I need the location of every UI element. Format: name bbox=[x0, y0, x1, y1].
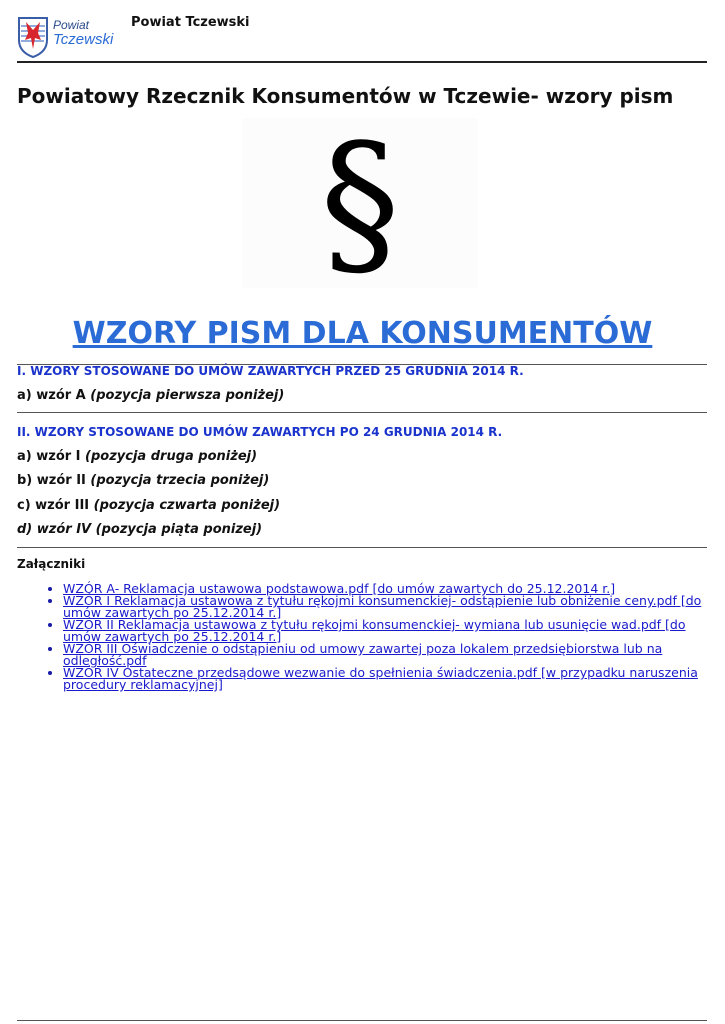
attachment-link-wzor-a[interactable]: WZÓR A- Reklamacja ustawowa podstawowa.pdf [do umów zawartych do 25.12.2014 r.] bbox=[63, 581, 616, 596]
attachment-item bbox=[63, 595, 708, 619]
divider bbox=[17, 412, 707, 413]
page-title: Powiatowy Rzecznik Konsumentów w Tczewie- wzory pism bbox=[17, 84, 674, 108]
section-2-item bbox=[17, 498, 280, 513]
coat-of-arms-icon bbox=[17, 16, 49, 58]
logo-text-bottom: Tczewski bbox=[53, 31, 114, 48]
item-label: b) wzór II bbox=[17, 473, 91, 488]
section-2-heading: II. WZORY STOSOWANE DO UMÓW ZAWARTYCH PO 24 GRUDNIA 2014 R. bbox=[17, 425, 503, 439]
section-1-heading: I. WZORY STOSOWANE DO UMÓW ZAWARTYCH PRZED 25 GRUDNIA 2014 R. bbox=[17, 364, 524, 378]
section-2-item bbox=[17, 473, 269, 488]
item-note: (pozycja druga poniżej) bbox=[85, 449, 258, 464]
section-2-item bbox=[17, 522, 262, 537]
logo-text-top: Powiat bbox=[53, 18, 90, 32]
section-1-item bbox=[17, 388, 284, 403]
item-note: (pozycja piąta ponizej) bbox=[95, 522, 263, 537]
item-label: d) wzór IV bbox=[17, 522, 96, 537]
main-heading-link[interactable]: WZORY PISM DLA KONSUMENTÓW bbox=[72, 316, 653, 351]
attachment-link-wzor-i[interactable]: WZÓR I Reklamacja ustawowa z tytułu rękojmi konsumenckiej- odstąpienie lub obniżenie ceny.pdf [do umów zawartych po 25.12.2014 r.] bbox=[63, 593, 702, 620]
page-header bbox=[17, 12, 707, 62]
item-label: a) wzór I bbox=[17, 449, 86, 464]
paragraph-emblem-image bbox=[242, 109, 478, 296]
attachment-link-wzor-iii[interactable]: WZÓR III Oświadczenie o odstąpieniu od umowy zawartej poza lokalem przedsiębiorstwa lub na odległość.pdf bbox=[63, 641, 663, 668]
item-label: c) wzór III bbox=[17, 498, 94, 513]
item-note: (pozycja trzecia poniżej) bbox=[90, 473, 270, 488]
attachments-list bbox=[48, 583, 708, 691]
section-sign-icon: § bbox=[320, 109, 400, 296]
site-name[interactable]: Powiat Tczewski bbox=[131, 15, 250, 30]
attachment-item bbox=[63, 667, 708, 691]
item-note: (pozycja czwarta poniżej) bbox=[93, 498, 281, 513]
attachments-label: Załączniki bbox=[17, 557, 86, 571]
item-note: (pozycja pierwsza poniżej) bbox=[90, 388, 285, 403]
item-label: a) wzór A bbox=[17, 388, 91, 403]
footer-divider bbox=[17, 1020, 707, 1021]
section-2-item bbox=[17, 449, 257, 464]
attachment-item bbox=[63, 643, 708, 667]
attachment-item bbox=[63, 619, 708, 643]
divider bbox=[17, 547, 707, 548]
attachment-link-wzor-ii[interactable]: WZÓR II Reklamacja ustawowa z tytułu rękojmi konsumenckiej- wymiana lub usunięcie wad.pdf [do umów zawartych po 25.12.2014 r.] bbox=[63, 617, 686, 644]
header-divider bbox=[17, 61, 707, 63]
powiat-tczewski-logo[interactable] bbox=[17, 14, 127, 62]
attachment-link-wzor-iv[interactable]: WZÓR IV Ostateczne przedsądowe wezwanie do spełnienia świadczenia.pdf [w przypadku naruszenia procedury reklamacyjnej] bbox=[63, 665, 698, 692]
